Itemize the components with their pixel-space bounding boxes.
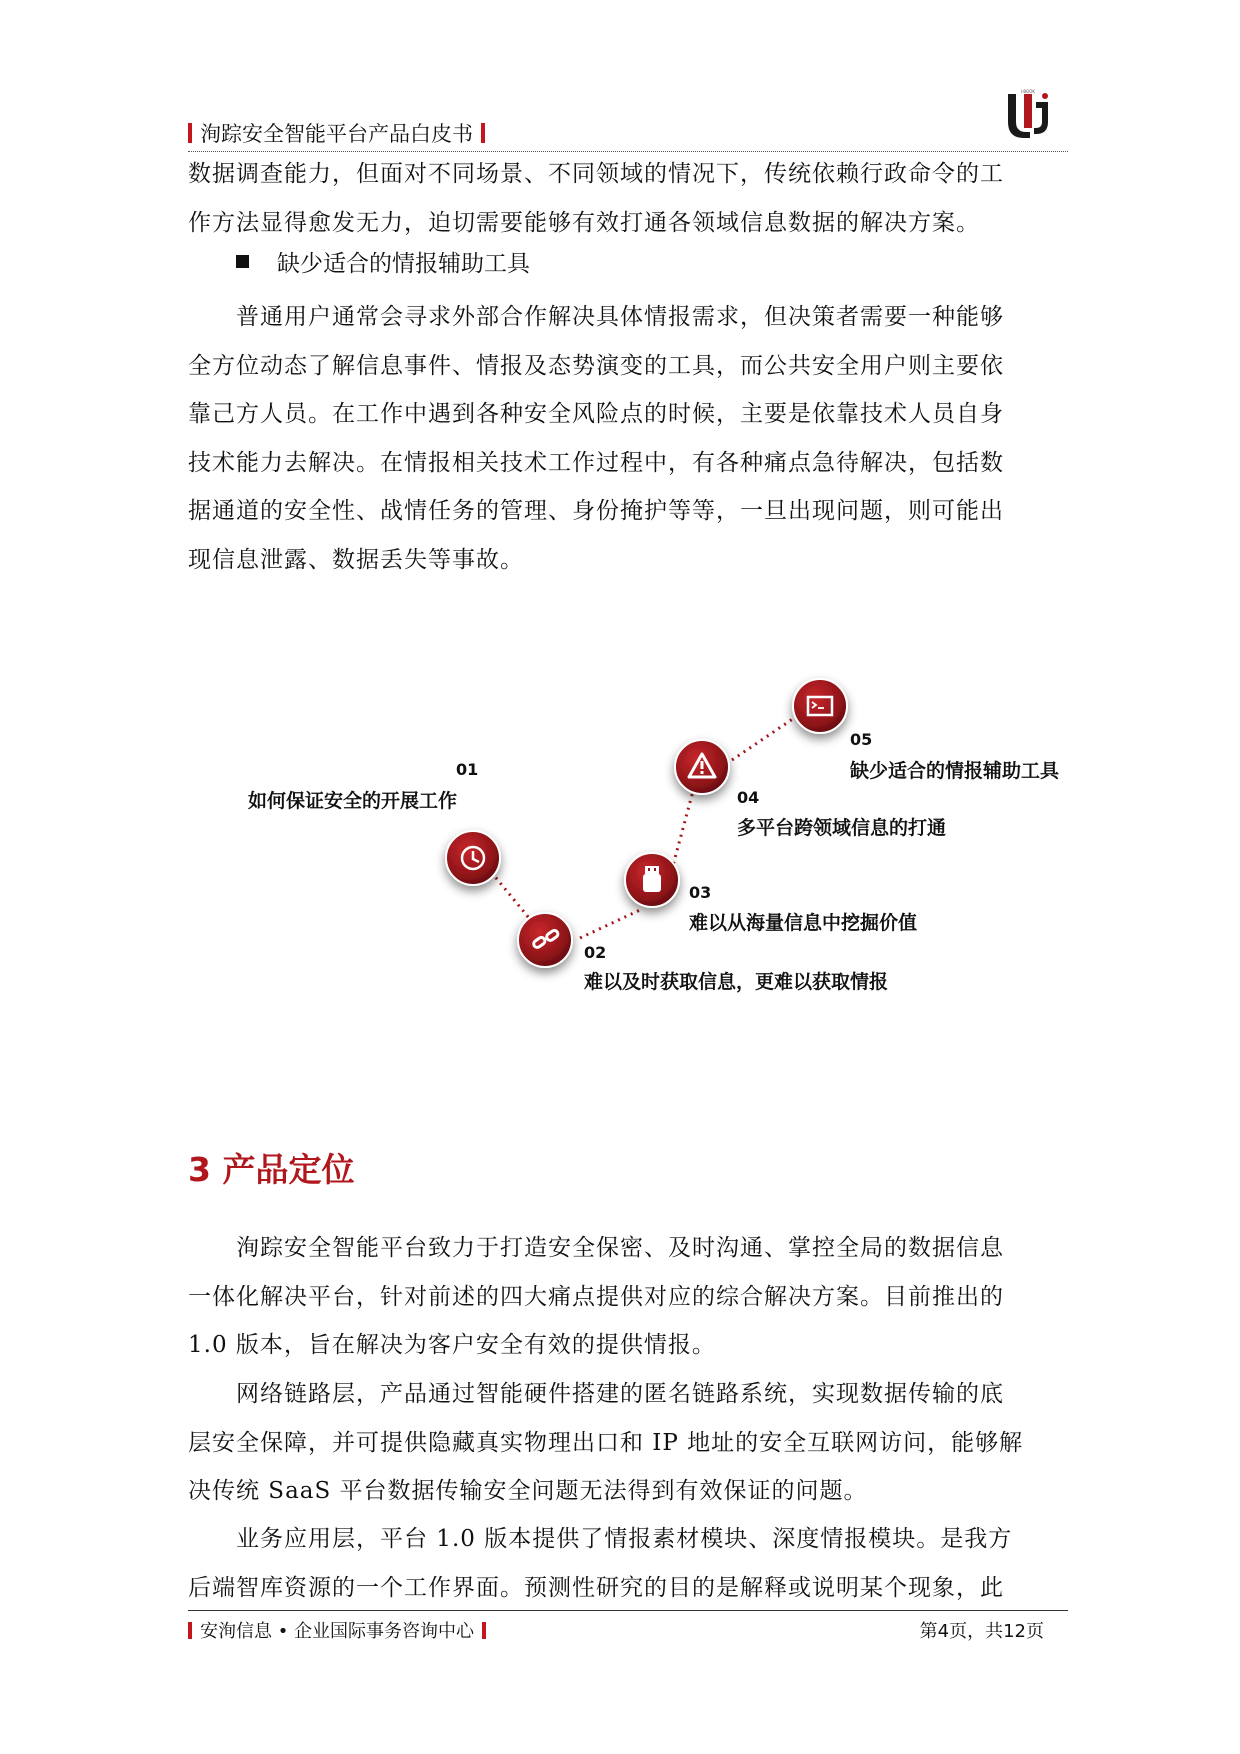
text-line: 靠己方人员。在工作中遇到各种安全风险点的时候，主要是依靠技术人员自身 <box>188 401 1004 427</box>
section-heading: 3 产品定位 <box>188 1150 355 1189</box>
node-02-number: 02 <box>584 943 607 962</box>
paragraph-application-layer <box>188 1515 1064 1612</box>
footer-company-text: 安洵信息 • 企业国际事务咨询中心 <box>200 1621 475 1642</box>
bullet-item <box>236 245 530 278</box>
node-05-label: 缺少适合的情报辅助工具 <box>850 760 1060 782</box>
text-line: 层安全保障，并可提供隐藏真实物理出口和 IP 地址的安全互联网访问，能够解 <box>188 1429 1024 1456</box>
node-03-label: 难以从海量信息中挖掘价值 <box>689 912 918 934</box>
footer-bar-left <box>188 1622 192 1639</box>
page-number: 第4页，共12页 <box>919 1621 1044 1642</box>
text-line: 1.0 版本，旨在解决为客户安全有效的提供情报。 <box>188 1332 716 1358</box>
paragraph-tools <box>188 293 1064 584</box>
node-04-circle <box>675 740 729 794</box>
text-line: 数据调查能力，但面对不同场景、不同领域的情况下，传统依赖行政命令的工 <box>188 161 1004 187</box>
text-line: 后端智库资源的一个工作界面。预测性研究的目的是解释或说明某个现象，此 <box>188 1574 1004 1601</box>
bullet-text: 缺少适合的情报辅助工具 <box>277 251 530 277</box>
paragraph-network-layer <box>188 1370 1064 1516</box>
text-line: 网络链路层，产品通过智能硬件搭建的匿名链路系统，实现数据传输的底 <box>236 1381 1004 1407</box>
node-03-number: 03 <box>689 883 712 902</box>
text-line: 现信息泄露、数据丢失等事故。 <box>188 546 524 573</box>
node-02-label: 难以及时获取信息，更难以获取情报 <box>584 971 889 993</box>
paragraph-positioning <box>188 1224 1064 1370</box>
node-01-circle <box>446 831 500 885</box>
header-bar-right <box>481 123 485 143</box>
usb-icon <box>643 866 661 892</box>
header-title-block <box>188 118 493 148</box>
text-line: 洵踪安全智能平台致力于打造安全保密、及时沟通、掌控全局的数据信息 <box>236 1235 1004 1261</box>
node-01-number: 01 <box>456 760 479 779</box>
node-04-label: 多平台跨领域信息的打通 <box>737 817 947 839</box>
company-logo <box>1002 88 1054 140</box>
header-bar-left <box>188 123 192 143</box>
footer-bar-right <box>482 1622 486 1639</box>
document-title: 洵踪安全智能平台产品白皮书 <box>200 122 473 146</box>
footer-divider <box>188 1610 1068 1611</box>
pain-points-diagram <box>0 660 1240 1040</box>
node-03-circle <box>625 853 679 907</box>
text-line: 决传统 SaaS 平台数据传输安全问题无法得到有效保证的问题。 <box>188 1478 868 1504</box>
node-01-label: 如何保证安全的开展工作 <box>248 790 458 812</box>
node-05-circle <box>793 679 847 733</box>
footer-company <box>188 1617 494 1643</box>
node-04-number: 04 <box>737 788 760 807</box>
paragraph-intro <box>188 150 1064 247</box>
text-line: 作方法显得愈发无力，迫切需要能够有效打通各领域信息数据的解决方案。 <box>188 209 980 236</box>
logo-text: I-BOOK <box>1020 89 1036 94</box>
text-line: 据通道的安全性、战情任务的管理、身份掩护等等，一旦出现问题，则可能出 <box>188 498 1004 524</box>
page-header <box>188 112 1068 152</box>
text-line: 普通用户通常会寻求外部合作解决具体情报需求，但决策者需要一种能够 <box>236 304 1004 330</box>
node-02-circle <box>518 913 572 967</box>
bullet-square-icon <box>236 255 249 268</box>
text-line: 全方位动态了解信息事件、情报及态势演变的工具，而公共安全用户则主要依 <box>188 352 1004 379</box>
text-line: 业务应用层，平台 1.0 版本提供了情报素材模块、深度情报模块。是我方 <box>236 1526 1013 1552</box>
text-line: 一体化解决平台，针对前述的四大痛点提供对应的综合解决方案。目前推出的 <box>188 1283 1004 1310</box>
text-line: 技术能力去解决。在情报相关技术工作过程中，有各种痛点急待解决，包括数 <box>188 449 1004 476</box>
node-05-number: 05 <box>850 730 873 749</box>
